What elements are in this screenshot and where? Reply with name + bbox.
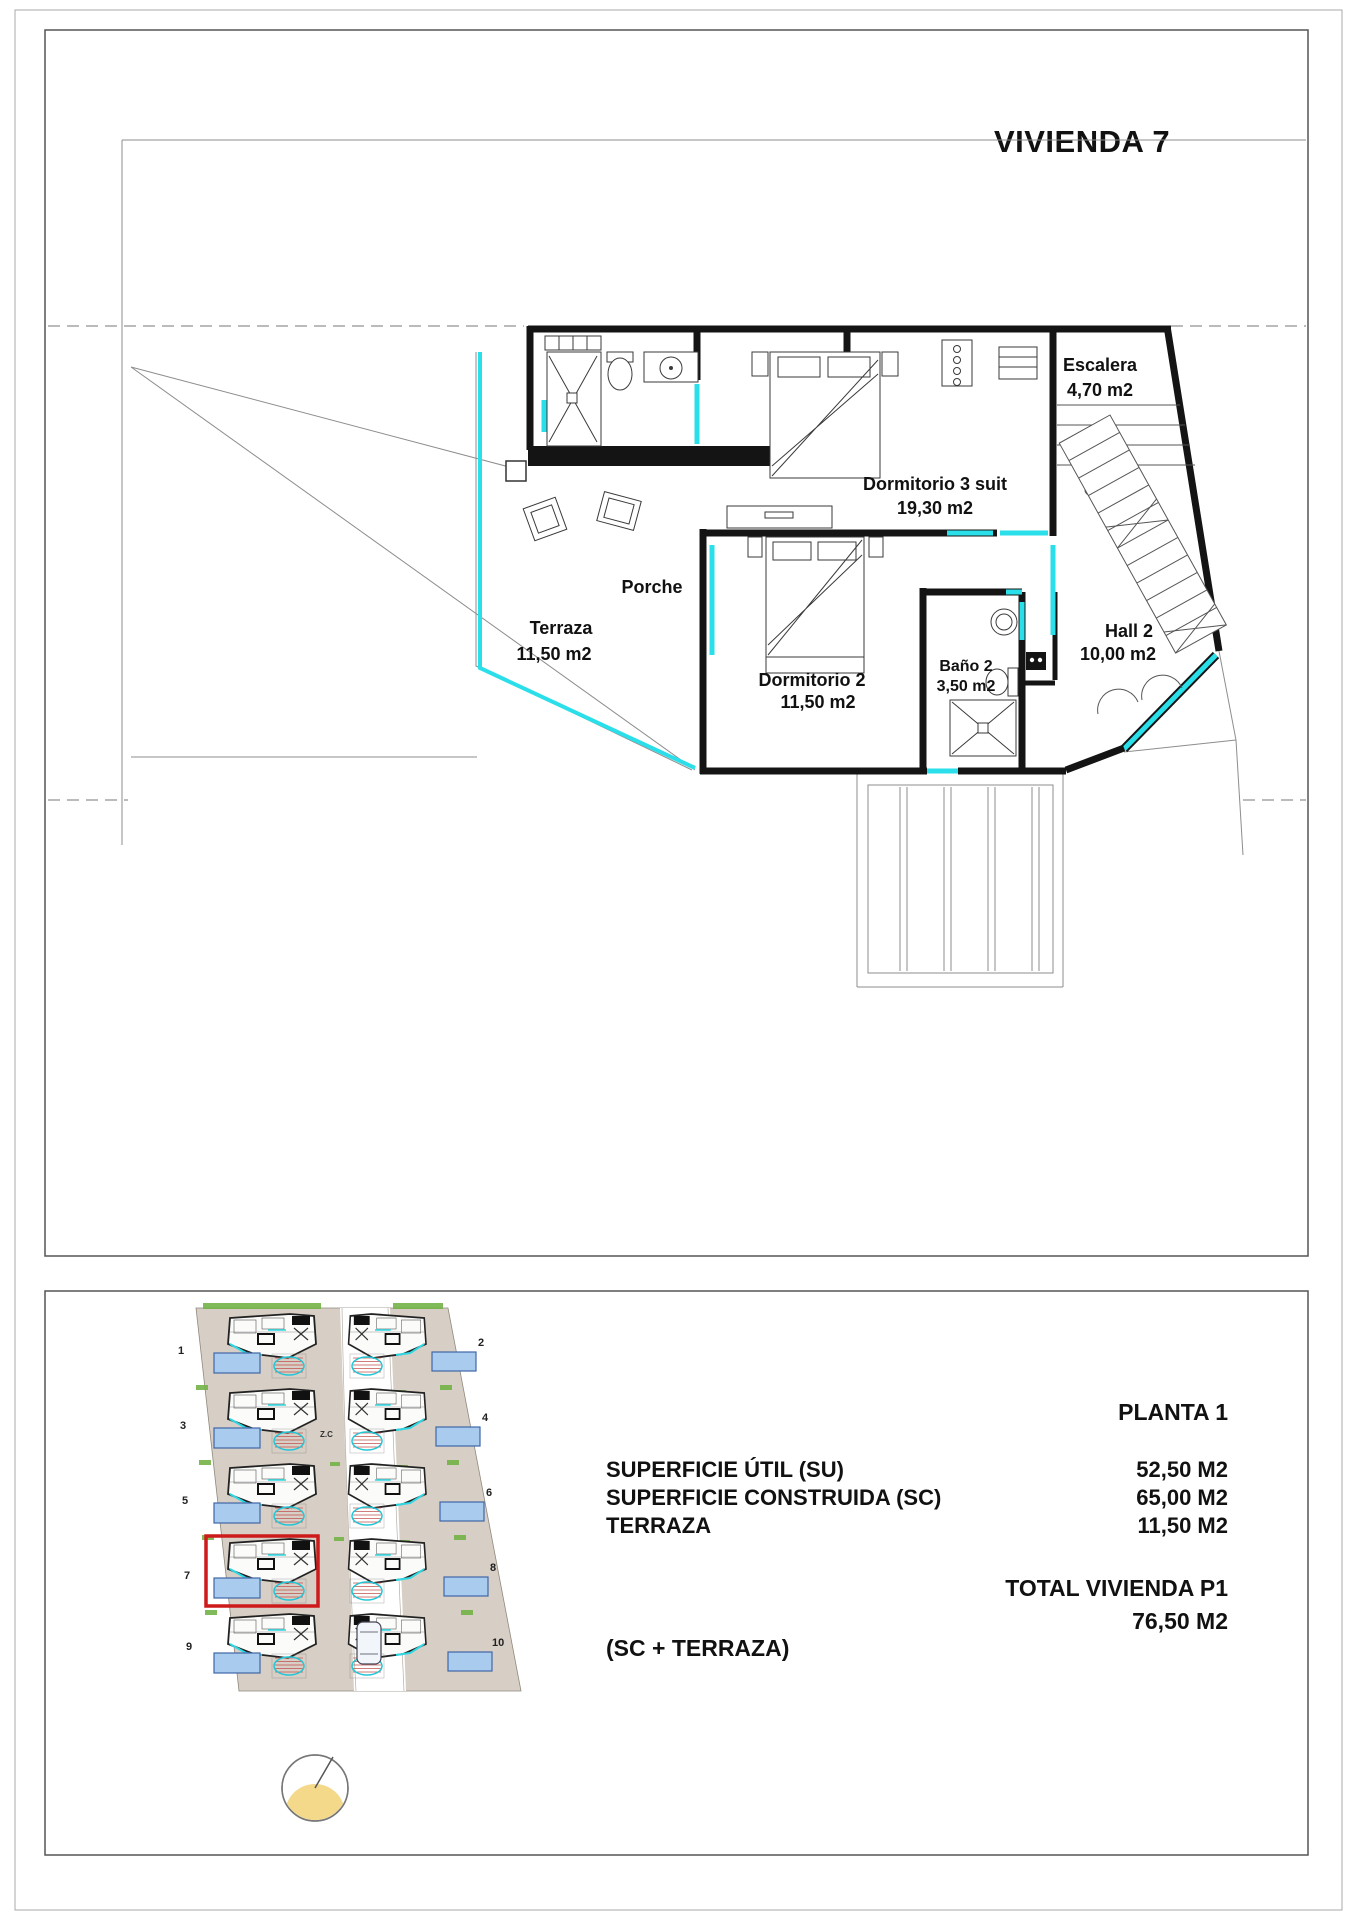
- plot-boundary-right: [1124, 651, 1243, 855]
- floor-plan: [48, 140, 1306, 987]
- floor-plan-panel: [45, 30, 1308, 1256]
- summary-row-label: TERRAZA: [606, 1513, 712, 1538]
- summary-row-value: 52,50 M2: [1136, 1457, 1228, 1482]
- room-label-porche: Porche: [621, 577, 683, 597]
- unit-number: 8: [490, 1562, 497, 1574]
- porch-pillar: [506, 461, 526, 481]
- room-label-dormitorio3-area: 19,30 m2: [896, 498, 974, 518]
- summary-block: [606, 1399, 1228, 1661]
- unit-number: 6: [486, 1487, 493, 1499]
- pool: [214, 1503, 260, 1523]
- pool: [440, 1502, 484, 1521]
- unit-number: 7: [184, 1570, 191, 1582]
- terrace-guide-lines: [131, 367, 695, 770]
- room-label-escalera-name: Escalera: [1062, 355, 1138, 375]
- page-title: VIVIENDA 7: [993, 124, 1171, 159]
- unit-number: 3: [180, 1420, 187, 1432]
- room-label-dormitorio2-area: 11,50 m2: [780, 692, 856, 712]
- summary-row-label: SUPERFICIE CONSTRUIDA (SC): [606, 1485, 942, 1510]
- compass-icon: [282, 1755, 348, 1844]
- room-label-hall2-area: 10,00 m2: [1079, 644, 1157, 664]
- bedroom2-furniture: [748, 537, 883, 673]
- summary-row-value: 11,50 M2: [1137, 1513, 1228, 1538]
- road-label: Z.C: [320, 1430, 333, 1439]
- unit-number: 4: [482, 1412, 489, 1424]
- unit-number: 9: [186, 1641, 193, 1653]
- unit-number: 5: [182, 1495, 189, 1507]
- pergola-garage: [857, 772, 1063, 987]
- total-formula: (SC + TERRAZA): [606, 1635, 790, 1661]
- pool: [214, 1428, 260, 1448]
- porch-furniture: [523, 492, 641, 541]
- car-icon: [357, 1622, 381, 1664]
- room-label-dormitorio3-name: Dormitorio 3 suit: [862, 474, 1008, 494]
- room-label-hall2-name: Hall 2: [1104, 621, 1154, 641]
- unit-number: 10: [492, 1637, 505, 1649]
- pool: [214, 1353, 260, 1373]
- room-label-terraza-name: Terraza: [529, 618, 593, 638]
- site-plan: [178, 1303, 521, 1844]
- summary-row-value: 65,00 M2: [1136, 1485, 1228, 1510]
- room-label-terraza-area: 11,50 m2: [516, 644, 592, 664]
- summary-row-label: SUPERFICIE ÚTIL (SU): [606, 1457, 844, 1482]
- bedroom3-furniture: [727, 340, 1037, 528]
- room-label-bano2-name: Baño 2: [939, 658, 993, 675]
- unit-number: 1: [178, 1345, 185, 1357]
- pool: [444, 1577, 488, 1596]
- room-label-bano2-area: 3,50 m2: [936, 678, 996, 695]
- room-label-escalera-area: 4,70 m2: [1066, 380, 1134, 400]
- pool: [436, 1427, 480, 1446]
- pool: [448, 1652, 492, 1671]
- unit-number: 2: [478, 1337, 485, 1349]
- floor-label: PLANTA 1: [1118, 1399, 1228, 1425]
- total-value: 76,50 M2: [1132, 1608, 1228, 1634]
- pool: [214, 1578, 260, 1598]
- room-label-dormitorio2-name: Dormitorio 2: [758, 670, 866, 690]
- pool: [214, 1653, 260, 1673]
- bathroom-suite-fixtures: [545, 336, 698, 446]
- total-label: TOTAL VIVIENDA P1: [1005, 1575, 1228, 1601]
- pool: [432, 1352, 476, 1371]
